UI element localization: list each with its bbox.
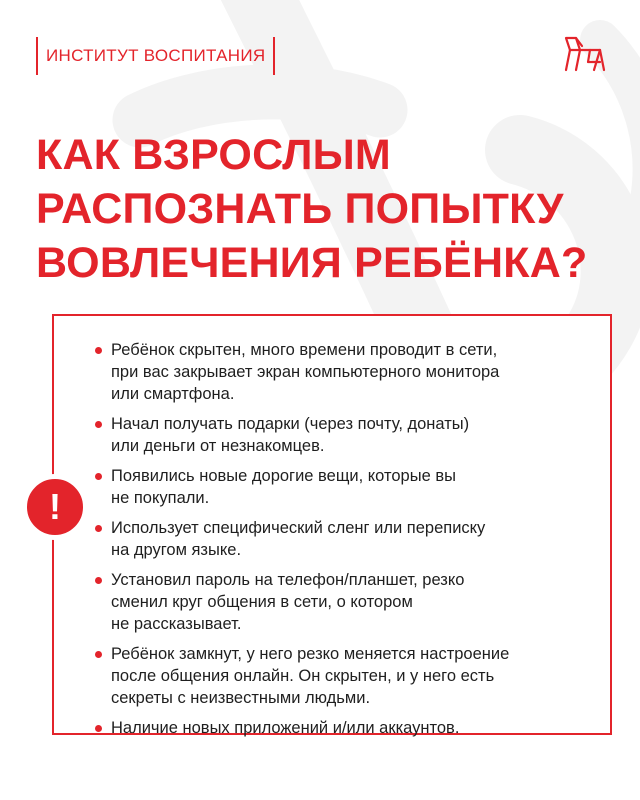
item-text: не покупали. [111,489,210,507]
org-name: ИНСТИТУТ ВОСПИТАНИЯ [46,46,266,65]
item-text: Начал получать подарки (через почту, донаты) [111,415,470,433]
item-text: Использует специфический сленг или переписку [111,519,486,537]
item-text: или деньги от незнакомцев. [111,437,325,455]
item-text: Установил пароль на телефон/планшет, резко [111,571,465,589]
item-text: на другом языке. [111,541,242,559]
item-text: Ребёнок замкнут, у него резко меняется настроение [111,645,510,663]
item-text: Ребёнок скрытен, много времени проводит в сети, [111,341,498,359]
item-text: Наличие новых приложений и/или аккаунтов. [111,719,460,737]
item-text: при вас закрывает экран компьютерного монитора [111,363,500,381]
list-item [94,465,604,509]
item-text: сменил круг общения в сети, о котором [111,593,413,611]
list-item [94,643,604,709]
list-item [94,517,604,561]
item-text: Появились новые дорогие вещи, которые вы [111,467,456,485]
title-line: ВОВЛЕЧЕНИЯ РЕБЁНКА? [36,239,588,287]
signs-list [94,339,604,747]
item-text: секреты с неизвестными людьми. [111,689,371,707]
chair-logo-icon [560,34,608,74]
item-text: после общения онлайн. Он скрытен, и у него есть [111,667,495,685]
header-right-bar [273,37,275,75]
exclamation-icon [22,474,88,540]
header [36,36,275,76]
page-title [36,128,616,290]
list-item [94,413,604,457]
title-line: КАК ВЗРОСЛЫМ [36,131,391,179]
item-text: или смартфона. [111,385,235,403]
list-item [94,569,604,635]
list-item [94,339,604,405]
list-item [94,717,604,739]
exclamation-symbol: ! [49,486,61,527]
item-text: не рассказывает. [111,615,242,633]
title-line: РАСПОЗНАТЬ ПОПЫТКУ [36,185,564,233]
